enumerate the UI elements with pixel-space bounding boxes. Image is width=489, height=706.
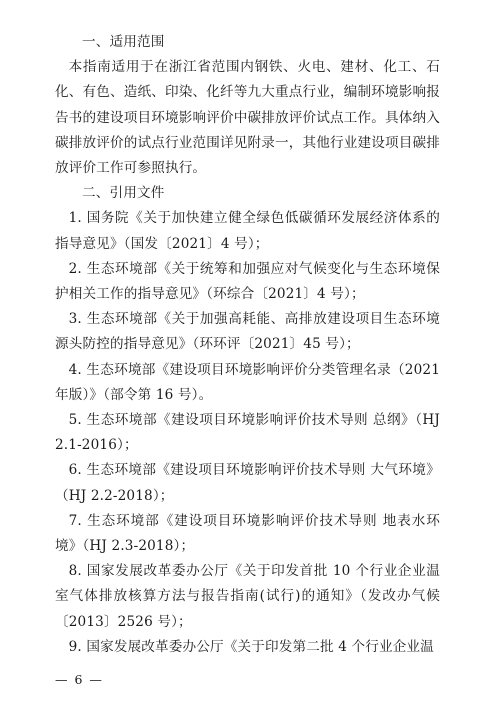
reference-item-1: 1. 国务院《关于加快建立健全绿色低碳循环发展经济体系的指导意见》（国发〔2021〕4 号）； [55, 210, 440, 252]
reference-item-9: 9. 国家发展改革委办公厅《关于印发第二批 4 个行业企业温 [68, 638, 434, 655]
section-heading-references: 二、引用文件 [82, 185, 165, 202]
reference-item-4: 4. 生态环境部《建设项目环境影响评价分类管理名录（2021年版）》（部令第 16 号）。 [55, 361, 440, 403]
page-number: — 6 — [55, 672, 104, 687]
reference-item-8: 8. 国家发展改革委办公厅《关于印发首批 10 个行业企业温室气体排放核算方法与报告指南(试行)的通知》（发改办气候〔2013〕2526 号）； [55, 563, 440, 630]
reference-item-5: 5. 生态环境部《建设项目环境影响评价技术导则 总纲》（HJ 2.1-2016）； [55, 412, 440, 454]
document-body [55, 30, 440, 660]
section-heading-scope: 一、适用范围 [82, 34, 165, 50]
reference-item-2: 2. 生态环境部《关于统筹和加强应对气候变化与生态环境保护相关工作的指导意见》（环综合〔2021〕4 号）； [55, 260, 440, 303]
reference-item-7: 7. 生态环境部《建设项目环境影响评价技术导则 地表水环境》（HJ 2.3-2018）； [55, 512, 440, 555]
reference-item-6: 6. 生态环境部《建设项目环境影响评价技术导则 大气环境》（HJ 2.2-2018）； [55, 462, 440, 504]
scope-paragraph: 本指南适用于在浙江省范围内钢铁、火电、建材、化工、石化、有色、造纸、印染、化纤等九大重点行业，编制环境影响报告书的建设项目环境影响评价中碳排放评价试点工作。具体纳入碳排放评价的试点行业范围详见附录一，其他行业建设项目碳排放评价工作可参照执行。 [55, 59, 440, 177]
reference-item-3: 3. 生态环境部《关于加强高耗能、高排放建设项目生态环境源头防控的指导意见》（环环评〔2021〕45 号）； [55, 311, 440, 353]
